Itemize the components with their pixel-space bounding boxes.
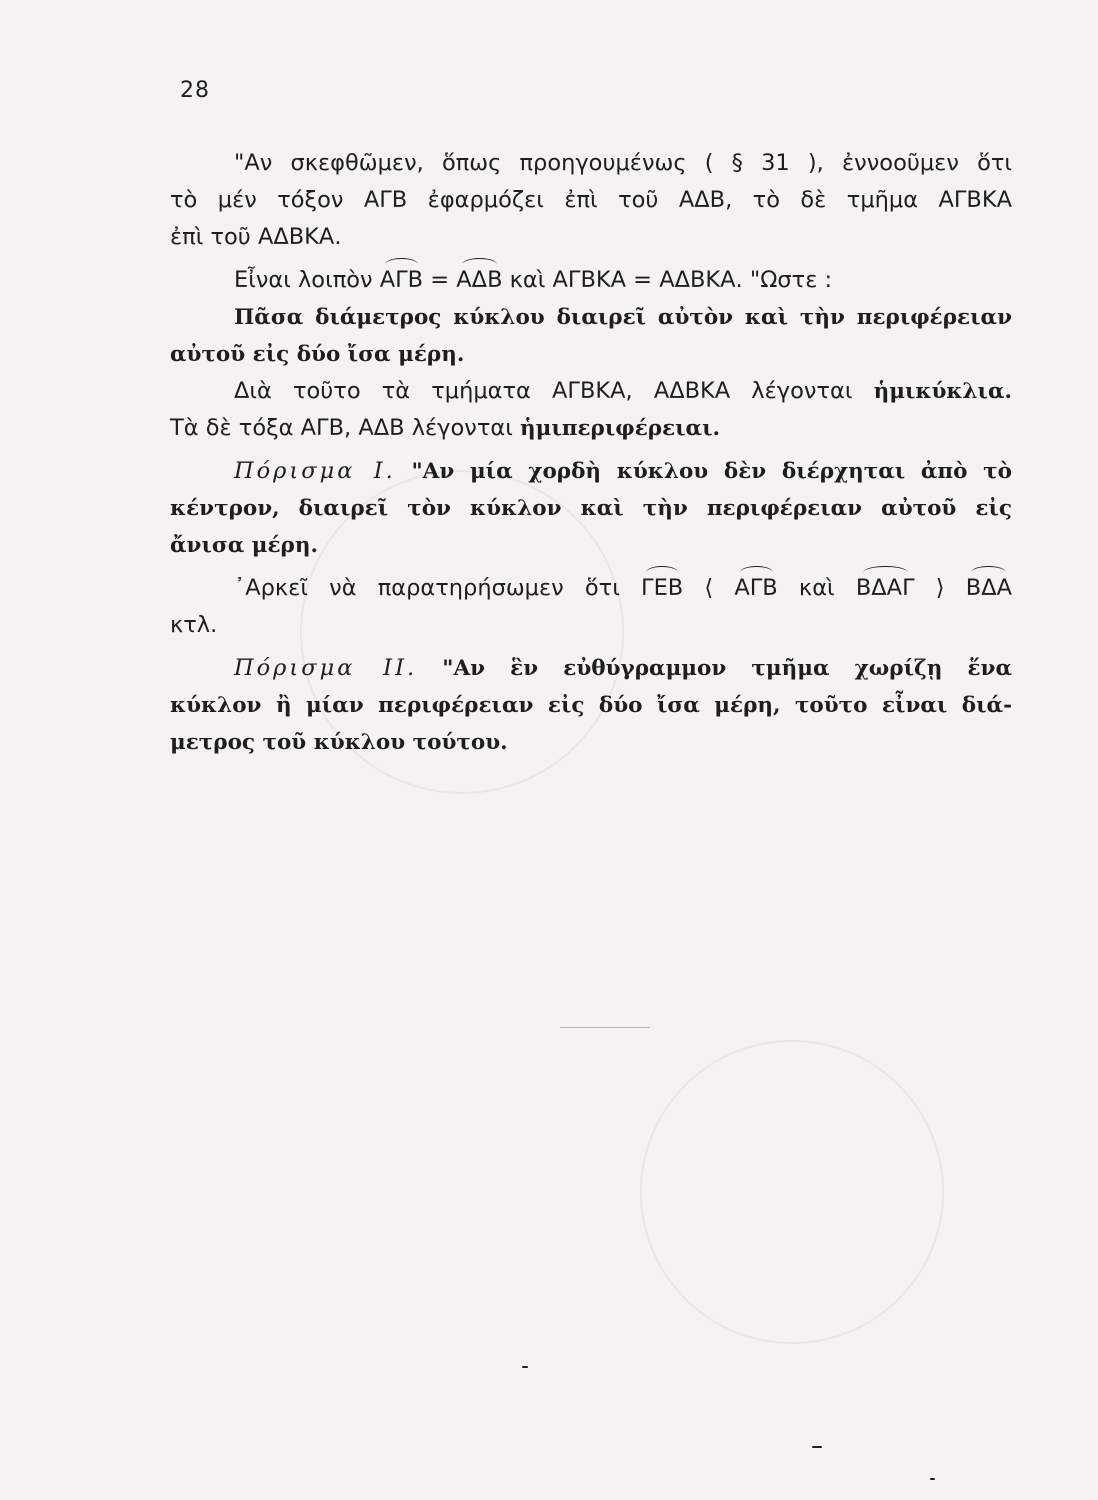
paragraph-4-line-1: [170, 570, 1012, 607]
corollary-2-line-1: [170, 650, 1012, 687]
text-span: =: [423, 267, 457, 293]
theorem-line-1: Πᾶσα διάμετρος κύκλου διαιρεῖ αὐτὸν καὶ τὴν περιφέρειαν: [234, 305, 1012, 330]
ink-speck: [930, 1478, 935, 1480]
arc-symbol: ΓΕΒ: [641, 570, 683, 607]
paragraph-2: [170, 262, 1012, 299]
text-span: καὶ: [777, 575, 856, 601]
paragraph-3-line-1: [170, 373, 1012, 410]
term-hemicircles: ἡμικύκλια.: [873, 379, 1012, 404]
bleed-through-rule: [560, 1027, 650, 1028]
ink-speck: [522, 1366, 528, 1368]
paragraph-3-line-2: [170, 410, 1012, 447]
corollary-1-label: Πόρισμα I.: [234, 458, 396, 484]
text-span: Τὰ δὲ τόξα ΑΓΒ, ΑΔΒ λέγονται: [170, 415, 520, 441]
text-span: "Αν ἓν εὐθύγραμμον τμῆμα χωρίζῃ ἕνα: [417, 656, 1012, 681]
arc-symbol: ΒΔΑΓ: [856, 570, 915, 607]
term-semicircumferences: ἡμιπεριφέρειαι.: [519, 416, 720, 441]
arc-symbol: ΒΔΑ: [966, 570, 1012, 607]
body-text: [170, 145, 1012, 761]
text-span: ⟩: [914, 575, 966, 601]
paragraph-1-line-3: ἐπὶ τοῦ ΑΔΒΚΑ.: [170, 224, 342, 250]
text-span: Διὰ τοῦτο τὰ τμήματα ΑΓΒΚΑ, ΑΔΒΚΑ λέγονται: [234, 378, 874, 404]
theorem-line-2: αὐτοῦ εἰς δύο ἴσα μέρη.: [170, 342, 465, 367]
text-span: "Αν μία χορδὴ κύκλου δὲν διέρχηται ἀπὸ τὸ: [395, 459, 1012, 484]
paragraph-1-line-2: τὸ μέν τόξον ΑΓΒ ἐφαρμόζει ἐπὶ τοῦ ΑΔΒ, τὸ δὲ τμῆμα ΑΓΒΚΑ: [170, 187, 1012, 213]
arc-symbol: ΑΓΒ: [734, 570, 777, 607]
corollary-1-line-2: κέντρον, διαιρεῖ τὸν κύκλον καὶ τὴν περιφέρειαν αὐτοῦ εἰς: [170, 496, 1012, 521]
corollary-1-line-3: ἄνισα μέρη.: [170, 533, 318, 558]
text-span: ᾿Αρκεῖ νὰ παρατηρήσωμεν ὅτι: [234, 575, 642, 601]
text-span: Εἶναι λοιπὸν: [234, 267, 373, 293]
corollary-2-line-3: μετρος τοῦ κύκλου τούτου.: [170, 730, 508, 755]
page-number: 28: [180, 78, 210, 103]
paragraph-1-line-1: "Αν σκεφθῶμεν, ὅπως προηγουμένως ( § 31 ), ἐννοοῦμεν ὅτι: [234, 150, 1012, 176]
arc-symbol: ΑΔΒ: [456, 262, 502, 299]
text-span: καὶ ΑΓΒΚΑ = ΑΔΒΚΑ. "Ωστε :: [502, 267, 833, 293]
corollary-2-label: Πόρισμα II.: [234, 655, 418, 681]
ink-speck: [812, 1446, 822, 1448]
arc-symbol: ΑΓΒ: [380, 262, 423, 299]
text-span: ⟨: [683, 575, 735, 601]
corollary-1-line-1: [170, 453, 1012, 490]
corollary-2-line-2: κύκλον ἢ μίαν περιφέρειαν εἰς δύο ἴσα μέρη, τοῦτο εἶναι διά-: [170, 693, 1012, 718]
paragraph-4-line-2: κτλ.: [170, 612, 218, 638]
bleed-through-circle: [640, 1040, 944, 1344]
